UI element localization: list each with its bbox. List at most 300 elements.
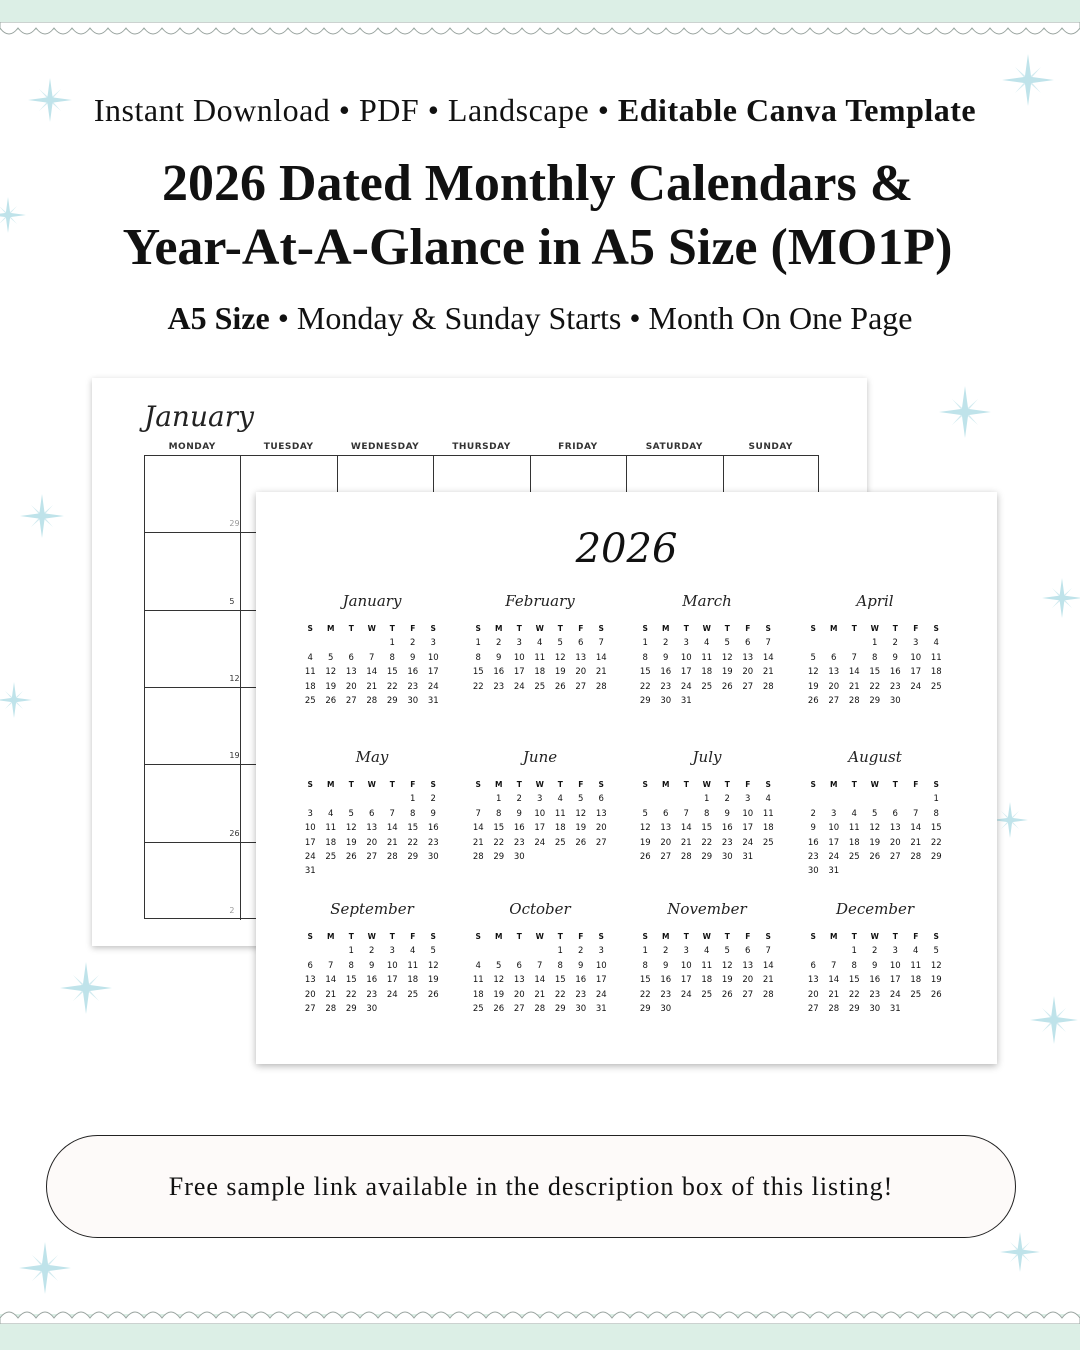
day-number: 2 [724,794,730,805]
day-number: 8 [557,960,563,971]
day-number: 13 [345,667,357,678]
day-number: 8 [348,960,354,971]
day-number: 26 [639,851,651,862]
day-number: 2 [496,638,502,649]
empty-day [824,792,845,806]
mini-month-april [803,592,947,708]
empty-day [300,944,321,958]
day-number: 22 [345,989,357,1000]
day-number: 9 [496,652,502,663]
day-number: 25 [304,695,316,706]
mini-month-name: June [522,748,558,766]
empty-day [321,792,342,806]
day-number: 7 [765,638,771,649]
day-number: 22 [639,681,651,692]
day-number: 9 [872,960,878,971]
empty-day [382,792,403,806]
day-number: 24 [889,989,901,1000]
top-lace-border [0,22,1080,42]
day-number: 21 [762,667,774,678]
day-number: 13 [366,823,378,834]
day-number: 16 [660,667,672,678]
day-number: 22 [554,989,566,1000]
day-number: 26 [575,837,587,848]
day-number: 24 [680,989,692,1000]
day-number: 14 [325,975,337,986]
day-number: 27 [807,1003,819,1014]
day-number: 17 [595,975,607,986]
day-number: 31 [889,1003,901,1014]
day-number: 24 [910,681,922,692]
day-number: 8 [496,808,502,819]
day-number: 15 [386,667,398,678]
mini-month-name: November [667,900,747,918]
day-number: 24 [680,681,692,692]
day-number: 30 [660,695,672,706]
empty-day [530,944,551,958]
day-number: 12 [427,960,439,971]
day-number: 12 [807,667,819,678]
day-header: M [495,932,503,941]
day-header: T [851,624,857,633]
day-number: 19 [721,667,733,678]
day-number: 10 [910,652,922,663]
day-header: T [516,624,522,633]
empty-day [321,944,342,958]
day-number: 30 [660,1003,672,1014]
weekday-header-row [144,442,819,452]
day-number: 6 [578,638,584,649]
day-number: 7 [913,808,919,819]
sparkle-icon [1000,1232,1040,1272]
day-number: 16 [366,975,378,986]
day-number: 6 [307,960,313,971]
day-number: 11 [554,808,566,819]
day-header: W [870,624,879,633]
day-number: 12 [639,823,651,834]
day-header: W [702,932,711,941]
day-header: S [430,932,436,941]
day-number: 7 [683,808,689,819]
day-number: 31 [427,695,439,706]
mini-month-october [468,900,612,1016]
empty-day [844,792,865,806]
week-start-day-number: 29 [229,519,240,529]
day-header: S [765,932,771,941]
day-header: F [745,932,751,941]
day-number: 24 [595,989,607,1000]
day-number: 17 [910,667,922,678]
day-number: 21 [595,667,607,678]
day-number: 7 [369,652,375,663]
day-number: 6 [369,808,375,819]
day-header: S [307,932,313,941]
day-number: 31 [680,695,692,706]
day-number: 17 [534,823,546,834]
mini-month-june [468,748,612,864]
day-number: 10 [513,652,525,663]
day-number: 13 [807,975,819,986]
empty-day [844,636,865,650]
day-number: 16 [575,975,587,986]
mini-month-grid [468,778,612,864]
month-day-cell [145,688,241,765]
day-number: 11 [534,652,546,663]
day-header: M [327,932,335,941]
day-number: 5 [496,960,502,971]
day-number: 11 [848,823,860,834]
title-line-1: 2026 Dated Monthly Calendars & [161,155,914,212]
day-number: 25 [534,681,546,692]
day-number: 17 [889,975,901,986]
day-number: 6 [810,960,816,971]
day-number: 18 [554,823,566,834]
day-number: 29 [386,695,398,706]
day-number: 27 [513,1003,525,1014]
day-number: 31 [304,866,316,877]
empty-day [341,792,362,806]
sparkle-icon [1042,578,1080,618]
mini-month-march [635,592,779,708]
day-number: 2 [369,946,375,957]
empty-day [489,944,510,958]
day-number: 6 [348,652,354,663]
mini-month-name: October [509,900,571,918]
year-title: 2026 [575,526,678,572]
mini-month-grid [635,778,779,864]
empty-day [362,792,383,806]
format-subtitle [0,92,1070,129]
day-number: 15 [345,975,357,986]
day-number: 31 [828,866,840,877]
day-number: 5 [810,652,816,663]
day-number: 5 [430,946,436,957]
day-number: 6 [598,794,604,805]
day-number: 19 [721,975,733,986]
week-start-day-number: 19 [229,751,240,761]
day-number: 15 [554,975,566,986]
day-header: T [851,780,857,789]
mini-month-january [300,592,444,708]
day-number: 10 [680,652,692,663]
day-number: 13 [742,652,754,663]
day-header: W [367,932,376,941]
day-number: 9 [810,823,816,834]
day-header: S [430,624,436,633]
day-number: 14 [595,652,607,663]
day-header: S [765,624,771,633]
day-header: W [535,624,544,633]
day-number: 29 [493,851,505,862]
day-number: 3 [516,638,522,649]
empty-day [635,792,656,806]
sparkle-icon [60,962,112,1014]
week-start-day-number: 12 [229,674,240,683]
day-number: 7 [831,960,837,971]
sparkle-icon [20,494,64,538]
day-number: 6 [892,808,898,819]
day-header: M [327,780,335,789]
day-number: 1 [389,638,395,649]
empty-day [300,792,321,806]
day-number: 26 [325,695,337,706]
day-number: 20 [889,837,901,848]
day-number: 30 [889,695,901,706]
mini-month-february [468,592,612,694]
sparkle-icon [0,682,32,718]
day-number: 18 [930,667,942,678]
day-number: 16 [493,667,505,678]
day-number: 14 [680,823,692,834]
day-number: 30 [807,866,819,877]
day-number: 28 [762,681,774,692]
day-number: 18 [910,975,922,986]
day-number: 9 [663,960,669,971]
day-number: 20 [660,837,672,848]
day-number: 21 [366,681,378,692]
day-number: 27 [304,1003,316,1014]
day-number: 30 [575,1003,587,1014]
day-number: 28 [595,681,607,692]
day-number: 10 [742,808,754,819]
day-header: M [327,624,335,633]
day-number: 28 [366,695,378,706]
mini-month-name: September [330,900,414,918]
day-number: 16 [513,823,525,834]
page-title [0,152,1075,280]
day-number: 18 [848,837,860,848]
day-number: 22 [930,837,942,848]
day-number: 29 [554,1003,566,1014]
day-header: S [307,780,313,789]
day-number: 1 [410,794,416,805]
day-number: 22 [493,837,505,848]
day-number: 24 [304,851,316,862]
day-number: 21 [848,681,860,692]
day-header: T [724,780,730,789]
day-number: 21 [534,989,546,1000]
day-number: 8 [475,652,481,663]
day-header: F [410,624,416,633]
sparkle-icon [939,386,991,438]
day-number: 5 [933,946,939,957]
day-number: 11 [930,652,942,663]
day-number: 2 [892,638,898,649]
day-number: 19 [493,989,505,1000]
day-number: 2 [516,794,522,805]
sparkle-icon [19,1242,71,1294]
mini-month-september [300,900,444,1016]
day-header: S [933,780,939,789]
day-header: T [348,932,354,941]
day-header: F [410,780,416,789]
day-number: 7 [851,652,857,663]
day-number: 5 [724,946,730,957]
day-number: 3 [598,946,604,957]
day-number: 10 [828,823,840,834]
day-header: S [642,624,648,633]
day-number: 13 [889,823,901,834]
day-header: M [830,932,838,941]
day-number: 26 [807,695,819,706]
day-number: 18 [762,823,774,834]
day-number: 20 [513,989,525,1000]
day-number: 20 [366,837,378,848]
day-number: 7 [328,960,334,971]
day-number: 1 [557,946,563,957]
day-number: 19 [554,667,566,678]
day-header: M [662,780,670,789]
day-number: 5 [872,808,878,819]
day-number: 22 [386,681,398,692]
day-number: 4 [537,638,543,649]
day-header: T [892,932,898,941]
day-number: 11 [407,960,419,971]
day-number: 28 [680,851,692,862]
day-number: 14 [366,667,378,678]
day-number: 19 [345,837,357,848]
mini-month-july [635,748,779,864]
day-number: 3 [389,946,395,957]
day-number: 2 [410,638,416,649]
day-number: 18 [701,975,713,986]
mini-month-grid [803,930,947,1016]
day-number: 9 [724,808,730,819]
day-number: 9 [892,652,898,663]
day-number: 14 [910,823,922,834]
day-number: 3 [683,946,689,957]
mini-month-grid [803,778,947,879]
day-header: T [683,932,689,941]
day-number: 30 [427,851,439,862]
day-header: T [892,780,898,789]
day-number: 16 [889,667,901,678]
day-number: 23 [807,851,819,862]
day-number: 27 [742,989,754,1000]
day-number: 27 [742,681,754,692]
day-number: 24 [828,851,840,862]
day-number: 28 [910,851,922,862]
day-number: 15 [869,667,881,678]
day-number: 30 [366,1003,378,1014]
day-number: 19 [325,681,337,692]
day-number: 6 [745,946,751,957]
day-number: 1 [348,946,354,957]
day-number: 8 [851,960,857,971]
day-header: T [557,624,563,633]
day-number: 8 [642,960,648,971]
month-day-cell [145,533,241,610]
day-number: 3 [831,808,837,819]
day-number: 16 [721,823,733,834]
free-sample-banner [46,1135,1016,1238]
day-number: 11 [325,823,337,834]
day-number: 1 [704,794,710,805]
day-header: F [913,624,919,633]
day-number: 19 [427,975,439,986]
day-number: 3 [913,638,919,649]
mini-month-grid [300,622,444,708]
day-number: 30 [869,1003,881,1014]
day-number: 25 [930,681,942,692]
day-number: 12 [575,808,587,819]
day-number: 24 [386,989,398,1000]
week-start-day-number: 5 [229,596,235,606]
free-sample-text: Free sample link available in the description box of this listing! [168,1171,894,1201]
day-number: 29 [869,695,881,706]
day-number: 20 [742,975,754,986]
empty-day [300,636,321,650]
sparkle-icon [992,802,1028,838]
day-number: 10 [427,652,439,663]
week-start-day-number: 26 [229,828,240,838]
day-number: 11 [472,975,484,986]
day-number: 27 [366,851,378,862]
day-number: 18 [304,681,316,692]
day-header: T [724,932,730,941]
day-header: S [810,780,816,789]
day-number: 2 [663,638,669,649]
mini-month-grid [300,778,444,879]
day-number: 9 [430,808,436,819]
day-number: 1 [872,638,878,649]
empty-day [803,944,824,958]
day-number: 11 [762,808,774,819]
day-header: W [535,780,544,789]
day-number: 25 [701,989,713,1000]
format-bold-text: Editable Canva Template [617,92,977,128]
day-header: T [389,932,395,941]
day-number: 5 [328,652,334,663]
day-number: 9 [663,652,669,663]
day-number: 1 [642,638,648,649]
day-header: T [557,780,563,789]
day-header: T [348,624,354,633]
day-number: 21 [828,989,840,1000]
empty-day [509,944,530,958]
mini-month-grid [468,622,612,694]
day-number: 17 [427,667,439,678]
sparkle-icon [1030,996,1078,1044]
day-number: 28 [472,851,484,862]
day-header: M [495,780,503,789]
empty-day [824,636,845,650]
mini-month-name: April [856,592,894,610]
day-number: 1 [851,946,857,957]
day-number: 9 [369,960,375,971]
day-number: 1 [475,638,481,649]
day-number: 14 [472,823,484,834]
day-number: 14 [828,975,840,986]
day-number: 25 [325,851,337,862]
day-number: 23 [660,989,672,1000]
mini-month-name: January [342,592,402,610]
weekday-label: SUNDAY [748,442,793,452]
day-number: 2 [872,946,878,957]
day-number: 23 [575,989,587,1000]
day-number: 31 [595,1003,607,1014]
mini-month-name: August [848,748,902,766]
mini-month-grid [635,622,779,708]
day-number: 8 [933,808,939,819]
day-number: 3 [683,638,689,649]
day-number: 11 [701,652,713,663]
day-number: 13 [513,975,525,986]
day-header: M [662,624,670,633]
day-header: T [892,624,898,633]
day-number: 8 [872,652,878,663]
day-number: 6 [516,960,522,971]
